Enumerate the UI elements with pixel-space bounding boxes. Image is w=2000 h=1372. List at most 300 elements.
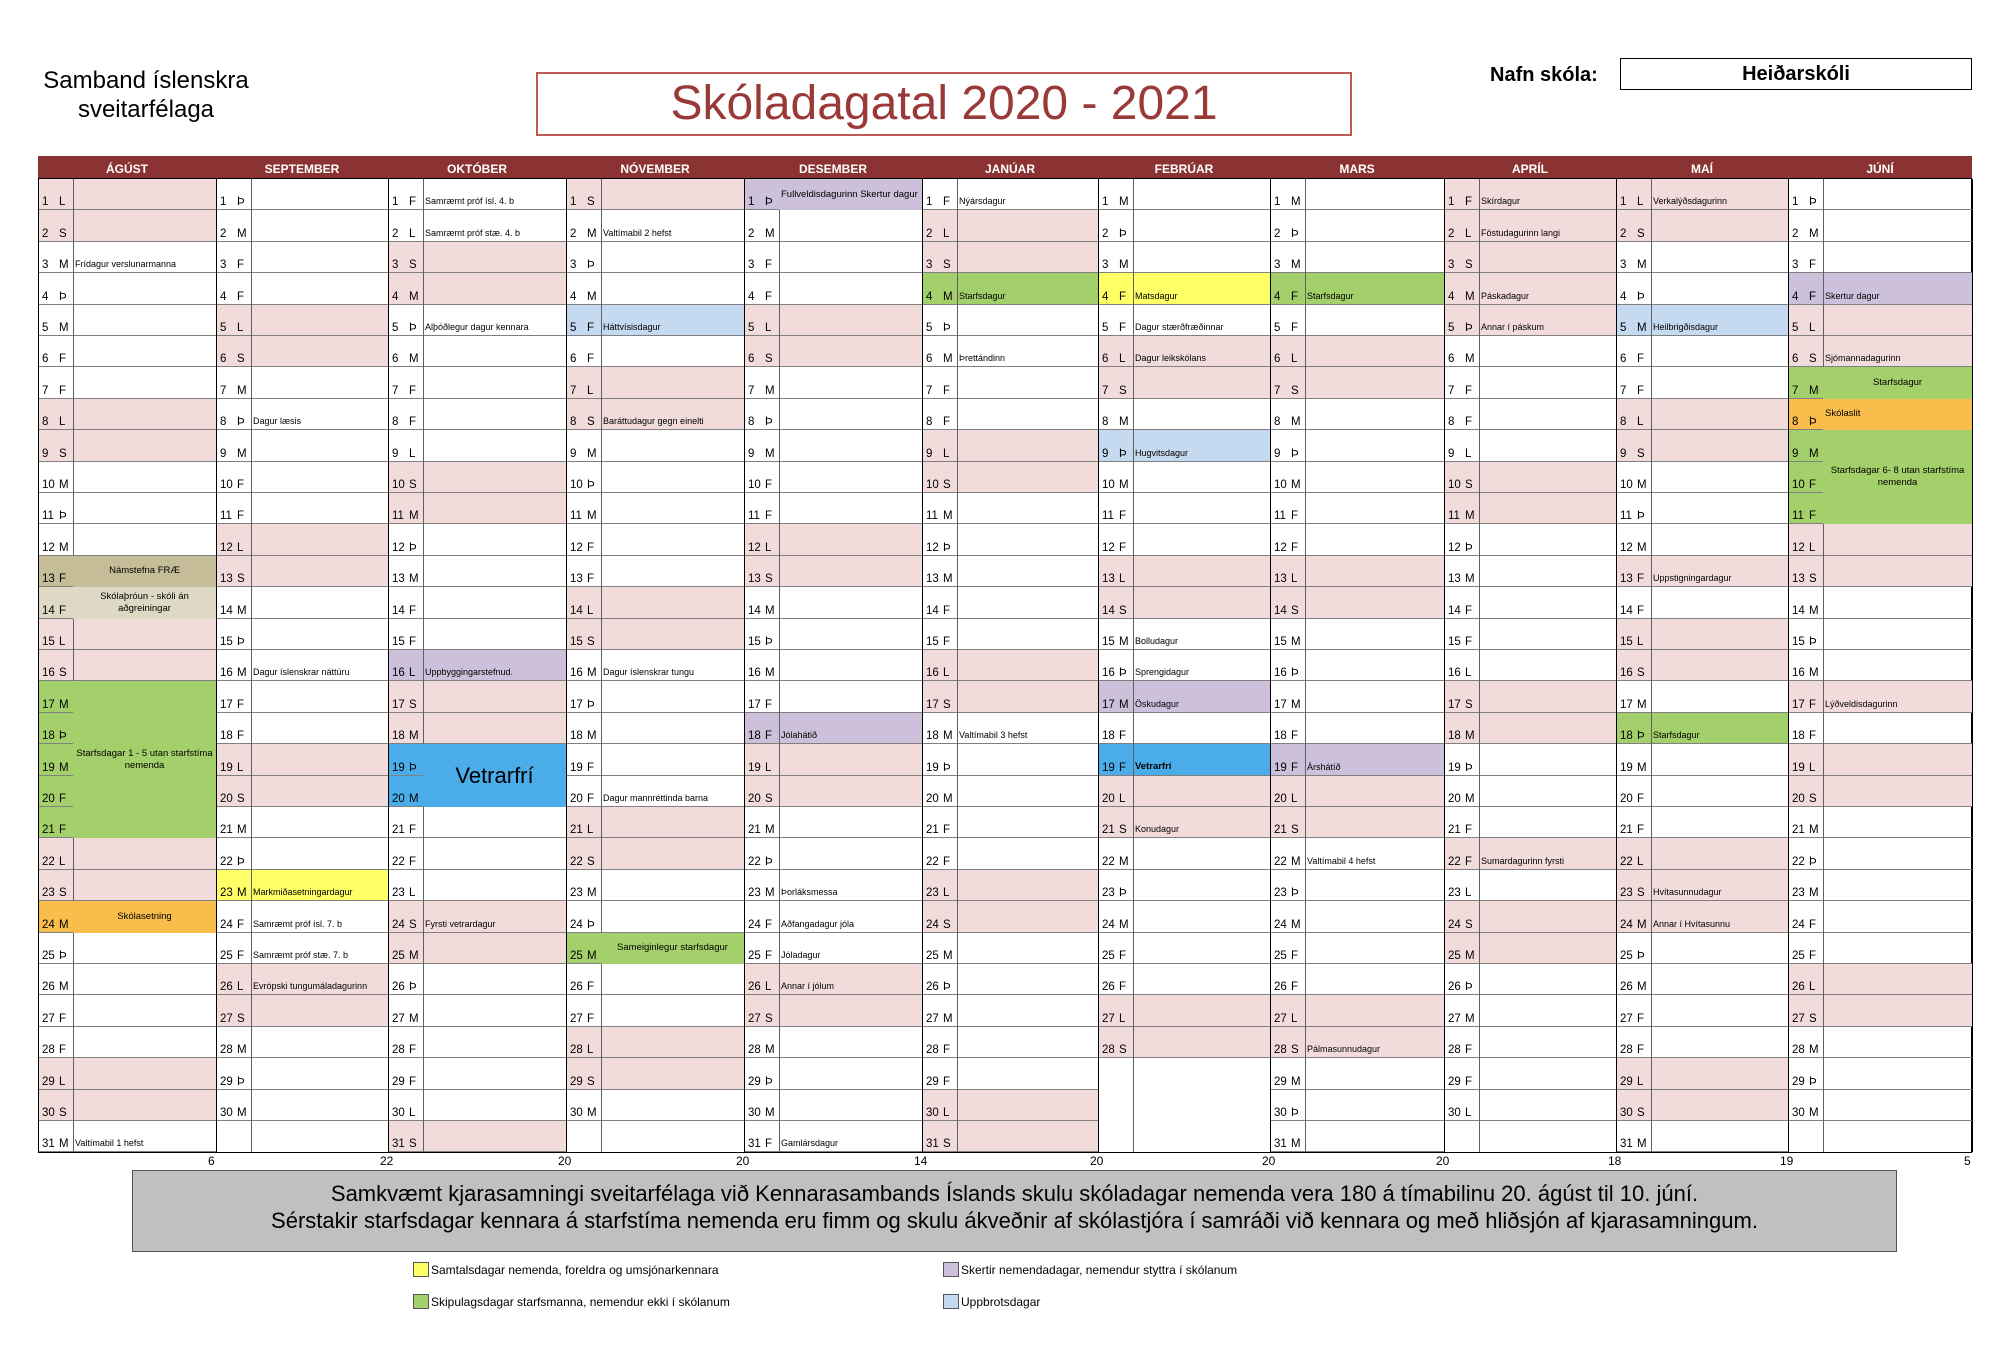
day-number: 27 <box>748 1012 761 1025</box>
day-number: 15 <box>42 635 55 648</box>
day-number: 30 <box>1448 1106 1461 1119</box>
weekday-letter: Þ <box>59 949 67 962</box>
weekday-letter: M <box>1637 478 1647 491</box>
day-row <box>389 336 567 367</box>
weekday-letter: M <box>1291 259 1301 272</box>
day-number: 23 <box>1792 887 1805 900</box>
day-row <box>1099 273 1271 304</box>
month-column <box>39 179 217 1152</box>
day-row <box>1617 838 1789 869</box>
day-row <box>745 1090 923 1121</box>
day-row <box>1617 807 1789 838</box>
weekday-letter: S <box>409 478 417 491</box>
day-event: Dagur leikskólans <box>1135 353 1207 364</box>
weekday-letter: F <box>237 918 245 931</box>
weekday-letter: Þ <box>943 321 951 334</box>
weekday-letter: F <box>1809 259 1817 272</box>
day-row <box>1445 870 1617 901</box>
day-row <box>1099 713 1271 744</box>
weekday-letter: F <box>1637 384 1645 397</box>
day-number: 2 <box>42 227 49 240</box>
day-number: 7 <box>1274 384 1281 397</box>
day-number: 8 <box>1102 416 1109 429</box>
day-number: 2 <box>1102 227 1109 240</box>
day-row <box>745 933 923 964</box>
day-row <box>1099 305 1271 336</box>
day-number: 12 <box>1792 541 1805 554</box>
day-row <box>1099 901 1271 932</box>
weekday-letter: F <box>237 698 245 711</box>
weekday-letter: S <box>587 635 595 648</box>
weekday-letter: M <box>409 573 419 586</box>
number-separator <box>1823 179 1824 1152</box>
day-number: 8 <box>1792 416 1799 429</box>
school-day-count: 20 <box>736 1154 750 1168</box>
day-number: 4 <box>926 290 933 303</box>
day-row <box>217 179 389 210</box>
weekday-letter: S <box>409 1138 417 1151</box>
day-number: 4 <box>1274 290 1281 303</box>
day-event: Heilbrigðisdagur <box>1653 321 1719 332</box>
weekday-letter: F <box>59 1012 67 1025</box>
day-row <box>1099 619 1271 650</box>
day-number: 11 <box>1448 510 1460 523</box>
number-separator <box>73 179 74 1152</box>
day-row <box>1445 901 1617 932</box>
day-number: 7 <box>392 384 399 397</box>
day-number: 14 <box>392 604 405 617</box>
day-number: 16 <box>392 667 405 680</box>
day-number: 16 <box>1274 667 1287 680</box>
day-number: 20 <box>392 792 405 805</box>
day-number: 16 <box>748 667 761 680</box>
day-row <box>745 807 923 838</box>
weekday-letter: L <box>237 321 244 334</box>
day-row <box>39 995 217 1026</box>
day-number: 30 <box>926 1106 939 1119</box>
weekday-letter: M <box>1637 698 1647 711</box>
weekday-letter: F <box>237 510 245 523</box>
weekday-letter: F <box>1465 1075 1473 1088</box>
day-event: Öskudagur <box>1135 698 1180 709</box>
day-row <box>1617 933 1789 964</box>
weekday-letter: M <box>237 604 247 617</box>
day-number: 5 <box>1792 321 1799 334</box>
day-row <box>217 430 389 461</box>
weekday-letter: L <box>587 384 594 397</box>
day-number: 1 <box>392 196 399 209</box>
month-name: MAÍ <box>1691 162 1713 176</box>
weekday-letter: M <box>765 447 775 460</box>
number-separator <box>779 179 780 1152</box>
day-number: 30 <box>1274 1106 1287 1119</box>
day-number: 30 <box>748 1106 761 1119</box>
weekday-letter: M <box>59 761 69 774</box>
weekday-letter: S <box>237 573 245 586</box>
day-row <box>567 367 745 398</box>
day-number: 2 <box>1620 227 1627 240</box>
weekday-letter: L <box>1809 761 1816 774</box>
weekday-letter: F <box>943 196 951 209</box>
day-row <box>1789 933 1973 964</box>
weekday-letter: M <box>1119 416 1129 429</box>
day-number: 3 <box>926 259 933 272</box>
day-row <box>923 305 1099 336</box>
weekday-letter: M <box>943 949 953 962</box>
day-row <box>217 273 389 304</box>
day-number: 26 <box>1792 981 1805 994</box>
weekday-letter: Þ <box>587 698 595 711</box>
day-number: 15 <box>1620 635 1633 648</box>
day-number: 18 <box>926 730 939 743</box>
day-row <box>39 210 217 241</box>
day-number: 19 <box>220 761 233 774</box>
weekday-letter: M <box>1291 416 1301 429</box>
weekday-letter: F <box>409 635 417 648</box>
weekday-letter: S <box>943 259 951 272</box>
weekday-letter: M <box>237 1106 247 1119</box>
weekday-letter: F <box>587 353 595 366</box>
day-number: 27 <box>220 1012 233 1025</box>
day-row <box>1099 210 1271 241</box>
day-row <box>745 399 923 430</box>
day-number: 21 <box>1274 824 1287 837</box>
day-row <box>39 430 217 461</box>
weekday-letter: S <box>59 1106 67 1119</box>
weekday-letter: F <box>1291 949 1299 962</box>
weekday-letter: F <box>1119 981 1127 994</box>
day-number: 3 <box>392 259 399 272</box>
day-row <box>1271 399 1445 430</box>
weekday-letter: M <box>765 604 775 617</box>
weekday-letter: L <box>1637 635 1644 648</box>
number-separator <box>1305 179 1306 1152</box>
day-row <box>1271 587 1445 618</box>
day-number: 18 <box>1102 730 1115 743</box>
weekday-letter: M <box>587 510 597 523</box>
day-number: 3 <box>570 259 577 272</box>
day-number: 5 <box>42 321 49 334</box>
month-column <box>217 179 389 1152</box>
day-number: 21 <box>570 824 583 837</box>
weekday-letter: Þ <box>409 541 417 554</box>
school-day-count: 22 <box>380 1154 394 1168</box>
day-number: 13 <box>926 573 939 586</box>
day-row <box>1617 650 1789 681</box>
day-event: Hugvitsdagur <box>1135 447 1189 458</box>
note-line-1: Samkvæmt kjarasamningi sveitarfélaga við Kennarasambands Íslands skulu skóladagar nemenda vera 180 á tímabilinu 20. ágúst til 10. júní. <box>330 1181 1699 1206</box>
org-name <box>36 66 256 124</box>
day-number: 6 <box>926 353 933 366</box>
weekday-letter: M <box>943 1012 953 1025</box>
day-number: 21 <box>42 824 55 837</box>
day-row <box>389 242 567 273</box>
day-number: 14 <box>1792 604 1805 617</box>
day-row <box>217 807 389 838</box>
day-row <box>1789 336 1973 367</box>
weekday-letter: F <box>237 949 245 962</box>
weekday-letter: L <box>1119 792 1126 805</box>
day-row <box>567 305 745 336</box>
weekday-letter: M <box>765 1106 775 1119</box>
month-separator <box>1972 179 1973 1152</box>
weekday-letter: F <box>59 353 67 366</box>
weekday-letter: F <box>409 384 417 397</box>
weekday-letter: F <box>587 573 595 586</box>
weekday-letter: L <box>409 1106 416 1119</box>
day-row <box>567 681 745 712</box>
weekday-letter: F <box>237 259 245 272</box>
day-row <box>1099 242 1271 273</box>
day-number: 7 <box>748 384 755 397</box>
day-number: 24 <box>1448 918 1461 931</box>
weekday-letter: M <box>943 573 953 586</box>
day-number: 5 <box>1274 321 1281 334</box>
weekday-letter: M <box>409 730 419 743</box>
day-number: 7 <box>1792 384 1799 397</box>
day-row <box>1789 964 1973 995</box>
school-day-count: 20 <box>558 1154 572 1168</box>
day-row <box>1271 1121 1445 1152</box>
weekday-letter: M <box>1119 196 1129 209</box>
day-number: 22 <box>570 855 583 868</box>
day-row <box>1789 901 1973 932</box>
day-number: 17 <box>220 698 233 711</box>
day-row <box>1617 179 1789 210</box>
weekday-letter: L <box>409 227 416 240</box>
day-row <box>39 462 217 493</box>
day-row <box>745 430 923 461</box>
day-row <box>567 399 745 430</box>
weekday-letter: F <box>1119 761 1127 774</box>
day-row <box>217 744 389 775</box>
day-number: 25 <box>748 949 761 962</box>
day-number: 25 <box>1102 949 1115 962</box>
weekday-letter: Þ <box>765 416 773 429</box>
weekday-letter: L <box>1637 855 1644 868</box>
weekday-letter: F <box>1637 792 1645 805</box>
day-row <box>567 462 745 493</box>
day-row <box>1271 1027 1445 1058</box>
weekday-letter: M <box>237 667 247 680</box>
weekday-letter: F <box>587 981 595 994</box>
weekday-letter: L <box>1119 573 1126 586</box>
weekday-letter: M <box>1809 384 1819 397</box>
day-row <box>1099 744 1271 775</box>
weekday-letter: F <box>1465 416 1473 429</box>
day-number: 15 <box>220 635 233 648</box>
weekday-letter: L <box>587 824 594 837</box>
day-number: 19 <box>926 761 939 774</box>
school-day-count: 19 <box>1780 1154 1794 1168</box>
day-row <box>389 273 567 304</box>
day-number: 17 <box>748 698 761 711</box>
day-number: 8 <box>926 416 933 429</box>
day-row <box>745 524 923 555</box>
day-number: 16 <box>926 667 939 680</box>
day-row <box>1099 462 1271 493</box>
day-number: 20 <box>748 792 761 805</box>
day-event: Sjómannadagurinn <box>1825 353 1901 364</box>
day-number: 6 <box>1448 353 1455 366</box>
school-name-field[interactable]: Heiðarskóli <box>1620 58 1972 90</box>
day-number: 12 <box>1448 541 1461 554</box>
weekday-letter: L <box>1637 416 1644 429</box>
number-separator <box>1133 179 1134 1152</box>
day-number: 4 <box>748 290 755 303</box>
day-row <box>1099 399 1271 430</box>
day-row <box>39 964 217 995</box>
weekday-letter: M <box>237 447 247 460</box>
month-column <box>1617 179 1789 1152</box>
weekday-letter: F <box>943 855 951 868</box>
day-number: 3 <box>220 259 227 272</box>
month-column <box>923 179 1099 1152</box>
day-number: 20 <box>1102 792 1115 805</box>
day-number: 6 <box>42 353 49 366</box>
day-row <box>1271 870 1445 901</box>
day-row <box>923 838 1099 869</box>
day-number: 28 <box>42 1044 55 1057</box>
legend-label: Skertir nemendadagar, nemendur styttra í skólanum <box>961 1262 1238 1277</box>
day-row <box>923 556 1099 587</box>
day-number: 9 <box>1448 447 1455 460</box>
weekday-letter: S <box>943 1138 951 1151</box>
day-number: 12 <box>570 541 583 554</box>
day-number: 1 <box>1274 196 1281 209</box>
day-row <box>217 713 389 744</box>
day-row <box>1617 995 1789 1026</box>
day-row <box>1271 681 1445 712</box>
day-number: 29 <box>926 1075 939 1088</box>
weekday-letter: L <box>1119 353 1126 366</box>
weekday-letter: S <box>1637 667 1645 680</box>
weekday-letter: Þ <box>1465 541 1473 554</box>
day-row <box>1271 462 1445 493</box>
weekday-letter: M <box>59 478 69 491</box>
weekday-letter: M <box>587 290 597 303</box>
day-number: 23 <box>1620 887 1633 900</box>
day-number: 22 <box>1274 855 1287 868</box>
day-event: Annar í Hvítasunnu <box>1653 918 1731 929</box>
day-row <box>567 744 745 775</box>
day-row <box>1445 776 1617 807</box>
day-event: Baráttudagur gegn einelti <box>603 416 704 427</box>
day-event: Bolludagur <box>1135 635 1179 646</box>
day-number: 2 <box>570 227 577 240</box>
day-row <box>217 901 389 932</box>
day-row <box>389 430 567 461</box>
day-row <box>389 650 567 681</box>
day-number: 26 <box>1102 981 1115 994</box>
weekday-letter: M <box>1291 855 1301 868</box>
day-row <box>567 776 745 807</box>
day-row <box>39 838 217 869</box>
school-label: Nafn skóla: <box>1490 64 1598 86</box>
day-number: 22 <box>1792 855 1805 868</box>
weekday-letter: L <box>943 227 950 240</box>
day-event: Evrópski tungumáladagurinn <box>253 981 368 992</box>
weekday-letter: M <box>765 824 775 837</box>
day-number: 21 <box>392 824 405 837</box>
weekday-letter: Þ <box>765 635 773 648</box>
day-number: 31 <box>42 1138 55 1151</box>
day-row <box>1617 242 1789 273</box>
day-row <box>1445 556 1617 587</box>
weekday-letter: Þ <box>1291 447 1299 460</box>
day-number: 15 <box>570 635 583 648</box>
day-number: 27 <box>392 1012 405 1025</box>
day-row <box>217 242 389 273</box>
weekday-letter: S <box>59 227 67 240</box>
day-row <box>1445 807 1617 838</box>
weekday-letter: S <box>765 353 773 366</box>
day-event: Uppbyggingarstefnud. <box>425 667 514 678</box>
day-number: 4 <box>392 290 399 303</box>
legend-item-skipulagsdagar <box>413 1294 730 1309</box>
day-number: 22 <box>1620 855 1633 868</box>
day-number: 29 <box>42 1075 55 1088</box>
day-row <box>923 273 1099 304</box>
day-number: 10 <box>570 478 583 491</box>
day-number: 24 <box>1792 918 1805 931</box>
weekday-letter: F <box>59 824 67 837</box>
weekday-letter: M <box>1291 1138 1301 1151</box>
weekday-letter: Þ <box>1637 730 1645 743</box>
weekday-letter: S <box>587 196 595 209</box>
weekday-letter: Þ <box>1465 321 1473 334</box>
weekday-letter: M <box>409 510 419 523</box>
weekday-letter: L <box>59 855 66 868</box>
weekday-letter: S <box>1291 1044 1299 1057</box>
day-number: 28 <box>926 1044 939 1057</box>
skolathroun-block: Skólaþróun - skóli án aðgreiningar <box>73 587 216 618</box>
day-number: 9 <box>392 447 399 460</box>
day-number: 7 <box>220 384 227 397</box>
day-row <box>567 524 745 555</box>
day-row <box>1617 681 1789 712</box>
day-number: 5 <box>1620 321 1627 334</box>
day-row <box>217 336 389 367</box>
weekday-letter: F <box>1809 510 1817 523</box>
day-number: 30 <box>42 1106 55 1119</box>
day-number: 4 <box>570 290 577 303</box>
day-number: 27 <box>570 1012 583 1025</box>
day-row <box>1617 964 1789 995</box>
day-event: Valtímabil 2 hefst <box>603 227 672 238</box>
day-row <box>217 462 389 493</box>
weekday-letter: F <box>1119 510 1127 523</box>
month-name: APRÍL <box>1512 162 1548 176</box>
weekday-letter: M <box>1809 227 1819 240</box>
day-number: 19 <box>570 761 583 774</box>
weekday-letter: F <box>409 604 417 617</box>
day-row <box>1789 305 1973 336</box>
day-number: 13 <box>1102 573 1115 586</box>
day-number: 27 <box>1274 1012 1287 1025</box>
day-row <box>389 305 567 336</box>
day-row <box>389 713 567 744</box>
day-number: 1 <box>42 196 49 209</box>
weekday-letter: Þ <box>1809 196 1817 209</box>
weekday-letter: F <box>1465 604 1473 617</box>
day-number: 19 <box>1620 761 1633 774</box>
day-number: 29 <box>1792 1075 1805 1088</box>
day-number: 8 <box>42 416 49 429</box>
weekday-letter: M <box>1119 855 1129 868</box>
day-number: 23 <box>748 887 761 900</box>
day-event: Þrettándinn <box>959 353 1006 364</box>
